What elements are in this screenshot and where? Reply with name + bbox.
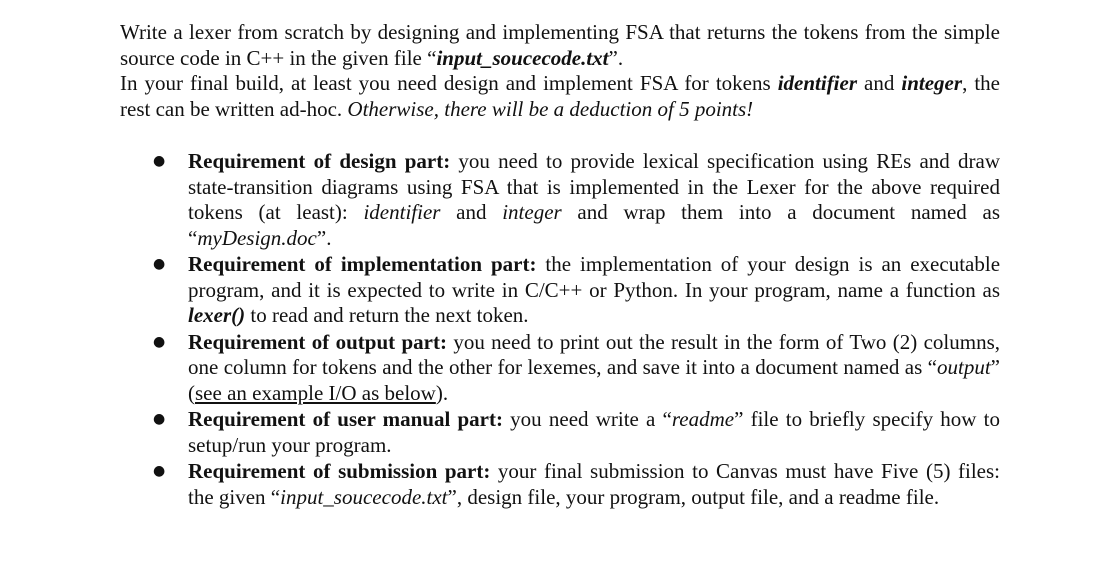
intro-text: In your final build, at least you need design and implement FSA for tokens: [120, 71, 778, 95]
requirement-italic: identifier: [363, 200, 441, 224]
requirement-text: to read and return the next token.: [245, 303, 529, 327]
design-file-name: myDesign.doc: [197, 225, 317, 250]
document-page: [120, 20, 1000, 511]
token-identifier: identifier: [777, 71, 858, 95]
requirement-text: you need to provide lexical specification using REs and draw state-transition diagrams using FSA that is implemented in the Lexer for the above required tokens (at least):: [188, 149, 1000, 224]
bullet-icon: ●: [153, 463, 166, 479]
requirement-text: ” file to briefly specify how to setup/run your program.: [188, 407, 1000, 457]
requirements-list: [120, 149, 1000, 510]
bullet-icon: ●: [153, 153, 166, 169]
requirement-text: and wrap them into a document named as “: [188, 200, 1001, 250]
requirement-title: Requirement of user manual part:: [188, 407, 503, 431]
requirement-text: the implementation of your design is an executable program, and it is expected to write in C/C++ or Python. In your program, name a function as: [188, 252, 1001, 302]
requirement-text: and: [440, 200, 503, 224]
bullet-icon: ●: [153, 333, 166, 350]
intro-text: ”.: [608, 45, 624, 70]
requirement-output: [120, 330, 1000, 407]
input-file-name: input_soucecode.txt: [436, 45, 609, 70]
requirement-user-manual: [120, 407, 1000, 458]
requirement-design: [120, 149, 1000, 251]
requirement-title: Requirement of submission part:: [188, 459, 491, 483]
requirement-text: you need write a “: [502, 407, 672, 431]
requirement-text: ).: [435, 380, 449, 405]
requirement-title: Requirement of design part:: [188, 149, 451, 173]
bullet-icon: ●: [153, 411, 166, 427]
requirement-text: your final submission to Canvas must have Five (5) files: the given “: [188, 459, 1000, 509]
requirement-text: you need to print out the result in the form of Two (2) columns, one column for tokens and the other for lexemes, and save it into a document named as “: [188, 329, 1000, 379]
requirement-text: ”, design file, your program, output file, and a readme file.: [447, 484, 940, 509]
output-file-name: output: [937, 355, 991, 379]
token-integer: integer: [901, 71, 963, 95]
input-file-name: input_soucecode.txt: [280, 484, 448, 509]
requirement-text: ”.: [316, 225, 332, 250]
example-io-link[interactable]: see an example I/O as below: [195, 380, 436, 405]
requirement-text: ” (: [188, 355, 1000, 405]
intro-text: Write a lexer from scratch by designing and implementing FSA that returns the tokens from the simple source code in C++ in the given file “: [120, 20, 1000, 70]
deduction-warning: Otherwise, there will be a deduction of 5 points!: [347, 96, 754, 121]
bullet-icon: ●: [153, 256, 166, 272]
requirement-implementation: [120, 252, 1000, 329]
lexer-function-name: lexer(): [188, 303, 246, 327]
readme-file-name: readme: [671, 407, 735, 431]
requirement-title: Requirement of output part:: [188, 329, 447, 354]
intro-text: and: [857, 71, 902, 95]
requirement-italic: integer: [502, 200, 562, 224]
intro-paragraph: [120, 20, 1000, 122]
requirement-title: Requirement of implementation part:: [188, 252, 537, 276]
intro-text: , the rest can be written ad-hoc.: [120, 71, 1000, 121]
requirement-submission: [120, 459, 1000, 510]
